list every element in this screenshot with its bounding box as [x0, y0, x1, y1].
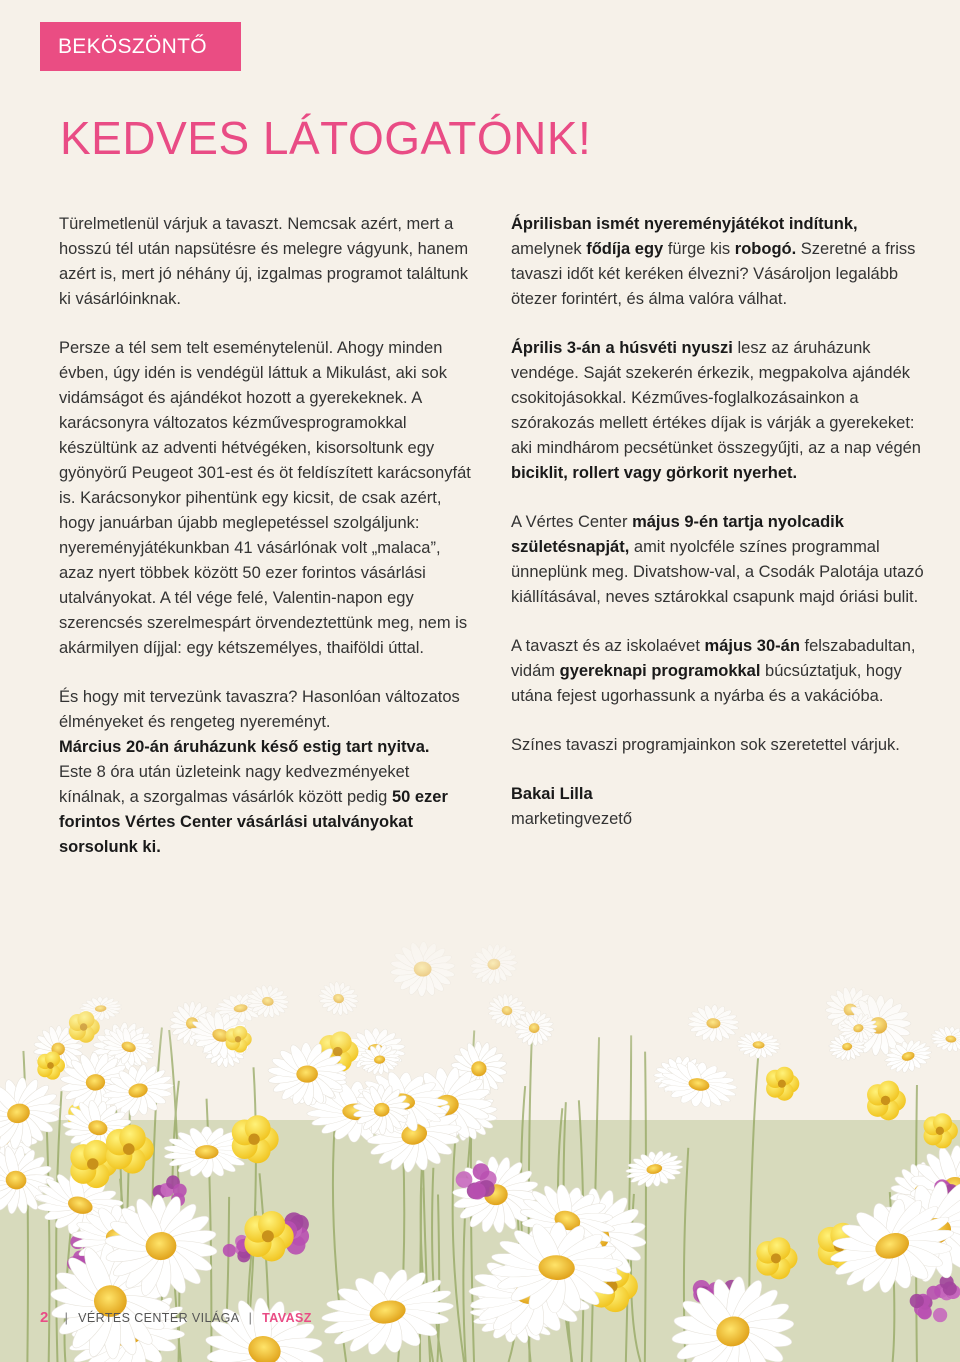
flower-meadow-illustration: [0, 900, 960, 1362]
discount-text: Este 8 óra után üzleteink nagy kedvezményeket kínálnak, a szorgalmas vásárlók között pedig: [59, 763, 410, 806]
spring-plans-paragraph: [59, 685, 479, 860]
section-tag: BEKÖSZÖNTŐ: [40, 22, 241, 71]
april-game-highlight: Áprilisban ismét nyereményjátékot indítunk,: [511, 215, 858, 233]
publication-name: VÉRTES CENTER VILÁGA: [78, 1311, 239, 1325]
childrens-day-text-a: A tavaszt és az iskolaévet: [511, 637, 700, 655]
birthday-text-a: A Vértes Center: [511, 513, 628, 531]
signature: [511, 782, 926, 832]
birthday-paragraph: [511, 510, 926, 610]
april-game-text-c: Szeretné a friss tavaszi időt két keréken élvezni? Vásároljon legalább ötezer forintért, és álma valóra válhat.: [511, 240, 916, 308]
page-headline: KEDVES LÁTOGATÓNK!: [60, 112, 592, 164]
season-label: TAVASZ: [262, 1311, 312, 1325]
april-game-paragraph: [511, 212, 926, 312]
footer-divider: |: [64, 1311, 69, 1325]
left-column: [59, 212, 479, 860]
right-column: [511, 212, 926, 832]
birthday-text-b: amit nyolcféle színes programmal ünneplünk meg. Divatshow-val, a Csodák Palotája utazó kiállításával, neves sztárokkal csapunk majd óriási bulit.: [511, 538, 924, 606]
easter-prizes-highlight: biciklit, rollert vagy görkorit nyerhet.: [511, 464, 798, 482]
late-opening-highlight: Március 20-án áruházunk késő estig tart nyitva.: [59, 738, 430, 756]
april-game-text-a: amelynek: [511, 240, 582, 258]
childrens-day-text-b: felszabadultan, vidám: [511, 637, 916, 680]
childrens-day-date-highlight: május 30-án: [704, 637, 800, 655]
page-number: 2: [40, 1309, 49, 1326]
footer-divider: |: [248, 1311, 253, 1325]
easter-highlight: Április 3-án a húsvéti nyuszi: [511, 339, 733, 357]
easter-text: lesz az áruházunk vendége. Saját szekerén érkezik, megpakolva ajándék csokitojásokkal. Kézműves-foglalkozásainkon a szórakozás mellett értékes díjak is várják a gyerekeket: aki mindhárom pecsétünket összegyűjti, az a nap végén: [511, 339, 921, 457]
voucher-highlight: 50 ezer forintos Vértes Center vásárlási utalványokat sorsolunk ki.: [59, 788, 448, 856]
easter-paragraph: [511, 336, 926, 486]
main-prize-highlight: fődíja egy: [586, 240, 664, 258]
intro-paragraph: Türelmetlenül várjuk a tavaszt. Nemcsak azért, mert a hosszú tél után napsütésre és melegre vágyunk, hanem azért is, mert jó néhány új, izgalmas programot találtunk ki vásárlóinknak.: [59, 215, 469, 308]
spring-plans-text: És hogy mit tervezünk tavaszra? Hasonlóan változatos élményeket és rengeteg nyereményt.: [59, 688, 460, 731]
april-game-text-b: fürge kis: [667, 240, 731, 258]
winter-recap-paragraph: Persze a tél sem telt eseménytelenül. Ahogy minden évben, úgy idén is vendégül láttuk a Mikulást, aki sok vidámságot és ajándékot hozott a gyerekeknek. A karácsonyra változatos kézművesprogramokkal készültünk az adventi hétvégéken, kisorsoltunk egy gyönyörű Peugeot 301-est és öt feldíszített karácsonyfát is. Karácsonykor pihentünk egy kicsit, de csak azért, hogy januárban újabb meglepetéssel szolgáljunk: nyereményjátékunkban 41 vásárlónak volt „malaca”, azaz nyert többek között 50 ezer forintos vásárlási utalványokat. A tél vége felé, Valentin-napon egy szerencsés szerelmespárt örvendeztettünk meg, nem is akármilyen díjjal: egy kétszemélyes, thaiföldi úttal.: [59, 339, 471, 657]
signature-title: marketingvezető: [511, 810, 633, 828]
closing-paragraph: Színes tavaszi programjainkon sok szeretettel várjuk.: [511, 736, 900, 754]
birthday-highlight: május 9-én tartja nyolcadik születésnapját,: [511, 513, 844, 556]
flower-meadow-image: [0, 900, 960, 1362]
childrens-day-paragraph: [511, 634, 926, 709]
childrens-day-text-c: búcsúztatjuk, hogy utána fejest ugorhassunk a nyárba és a vakációba.: [511, 662, 902, 705]
page-footer: [40, 1305, 312, 1331]
signature-name: Bakai Lilla: [511, 785, 593, 803]
scooter-highlight: robogó.: [734, 240, 797, 258]
childrens-day-program-highlight: gyereknapi programokkal: [559, 662, 761, 680]
